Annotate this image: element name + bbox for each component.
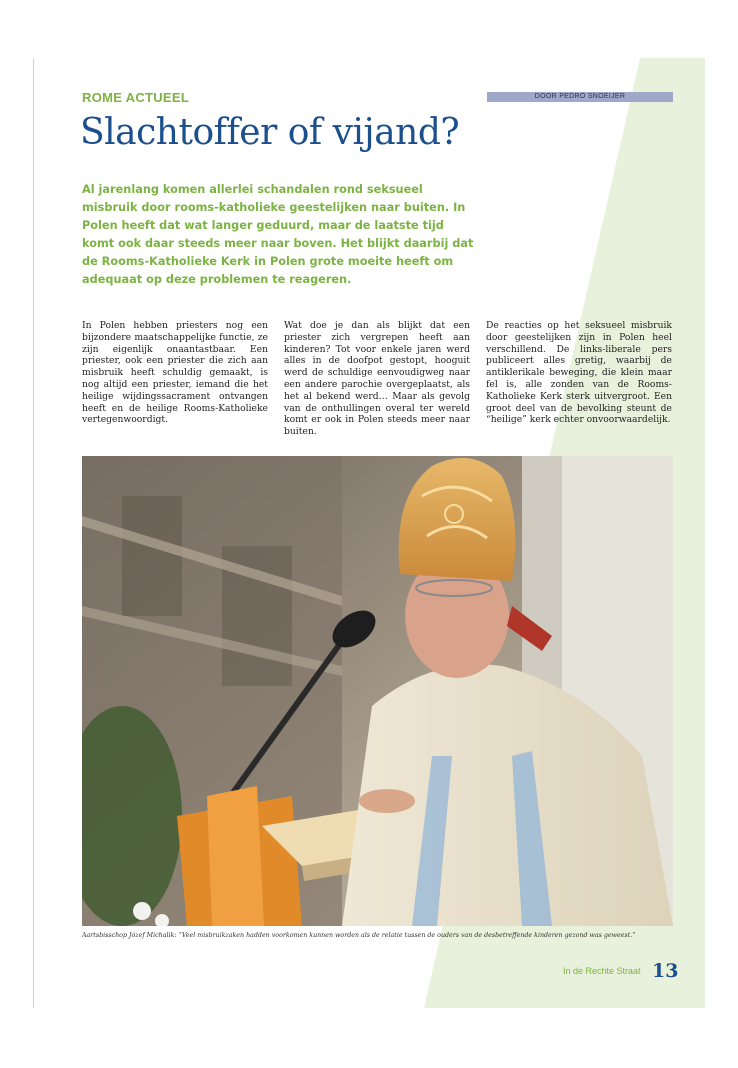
- archbishop-photo-illustration: [82, 456, 673, 926]
- article-title: Slachtoffer of vijand?: [80, 112, 460, 153]
- body-column-1: In Polen hebben priesters nog een bijzondere maatschappelijke functie, ze zijn eigenlijk onaantastbaar. Een priester, ook een priester die zich aan misbruik heeft schuldig gemaakt, is nog altijd een priester, iemand die het heilige wijdingssacrament ontvangen heeft en de heilige Rooms-Katholieke vertegenwoordigt.: [82, 320, 268, 426]
- photo-caption: Aartsbisschop Józef Michalik: “Veel misbruikzaken hadden voorkomen kunnen worden als de relatie tussen de ouders van de desbetreffende kinderen gezond was geweest.”: [82, 932, 636, 939]
- article-lead: Al jarenlang komen allerlei schandalen rond seksueel misbruik door rooms-katholieke geestelijken naar buiten. In Polen heeft dat wat langer geduurd, maar de laatste tijd komt ook daar steeds meer naar boven. Het blijkt daarbij dat de Rooms-Katholieke Kerk in Polen grote moeite heeft om adequaat op deze problemen te reageren.: [82, 183, 474, 286]
- body-column-3: De reacties op het seksueel misbruik door geestelijken zijn in Polen heel verschillend. De links-liberale pers publiceert alles gretig, waarbij de antiklerikale beweging, die klein maar fel is, alle zonden van de Rooms-Katholieke Kerk sterk uitvergroot. Een groot deel van de bevolking steunt de “heilige” kerk echter onvoorwaardelijk.: [486, 320, 672, 426]
- footer-magazine-name: In de Rechte Straat: [563, 966, 641, 976]
- section-label: ROME ACTUEEL: [82, 90, 190, 105]
- page-number: 13: [652, 960, 679, 982]
- page-margin-rule: [33, 58, 34, 1008]
- article-photo: [82, 456, 673, 926]
- body-column-2: Wat doe je dan als blijkt dat een priester zich vergrepen heeft aan kinderen? Tot voor enkele jaren werd alles in de doofpot gestopt, hooguit werd de schuldige eenvoudigweg naar een andere parochie overgeplaatst, als het al bekend werd… Maar als gevolg van de onthullingen overal ter wereld komt er ook in Polen steeds meer naar buiten.: [284, 320, 470, 438]
- byline: DOOR PEDRO SNOEIJER: [487, 92, 673, 102]
